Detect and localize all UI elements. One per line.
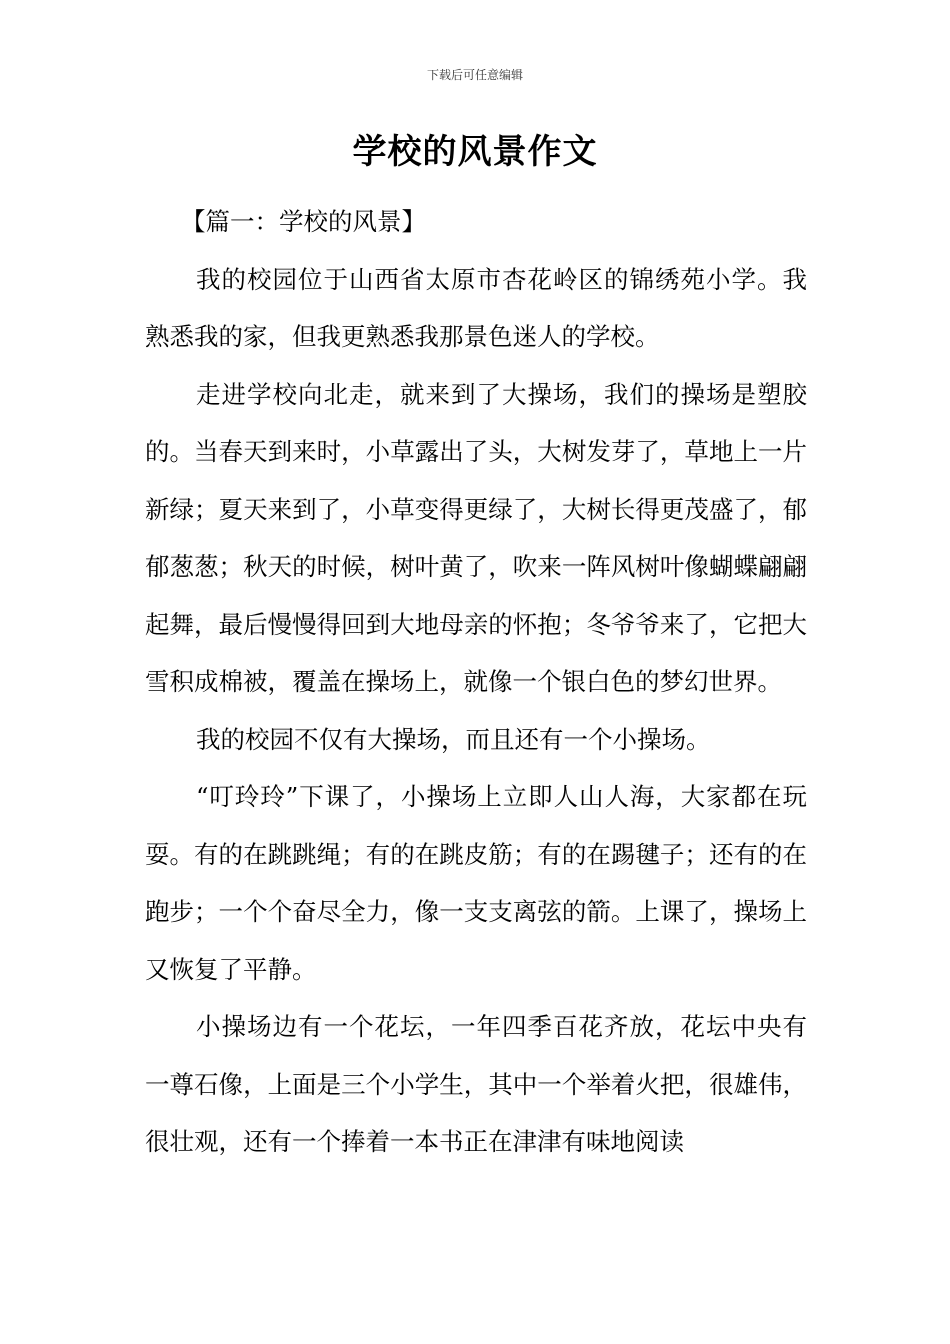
document-body	[145, 193, 807, 1171]
paragraph: 走进学校向北走，就来到了大操场，我们的操场是塑胶的。当春天到来时，小草露出了头，大树发芽了，草地上一片新绿；夏天来到了，小草变得更绿了，大树长得更茂盛了，郁郁葱葱；秋天的时候，树叶黄了，吹来一阵风树叶像蝴蝶翩翩起舞，最后慢慢得回到大地母亲的怀抱；冬爷爷来了，它把大雪积成棉被，覆盖在操场上，就像一个银白色的梦幻世界。	[145, 379, 807, 696]
paragraph: 我的校园位于山西省太原市杏花岭区的锦绣苑小学。我熟悉我的家，但我更熟悉我那景色迷人的学校。	[145, 264, 807, 351]
header-note: 下载后可任意编辑	[426, 68, 523, 82]
paragraph: “叮玲玲”下课了，小操场上立即人山人海，大家都在玩耍。有的在跳跳绳；有的在跳皮筋；有的在踢毽子；还有的在跑步；一个个奋尽全力，像一支支离弦的箭。上课了，操场上又恢复了平静。	[145, 782, 807, 984]
document-title: 学校的风景作文	[352, 132, 598, 172]
paragraph: 小操场边有一个花坛，一年四季百花齐放，花坛中央有一尊石像，上面是三个小学生，其中一个举着火把，很雄伟，很壮观，还有一个捧着一本书正在津津有味地阅读	[145, 1012, 807, 1156]
section-heading: 【篇一：学校的风景】	[181, 207, 426, 236]
paragraph: 我的校园不仅有大操场，而且还有一个小操场。	[196, 724, 711, 754]
